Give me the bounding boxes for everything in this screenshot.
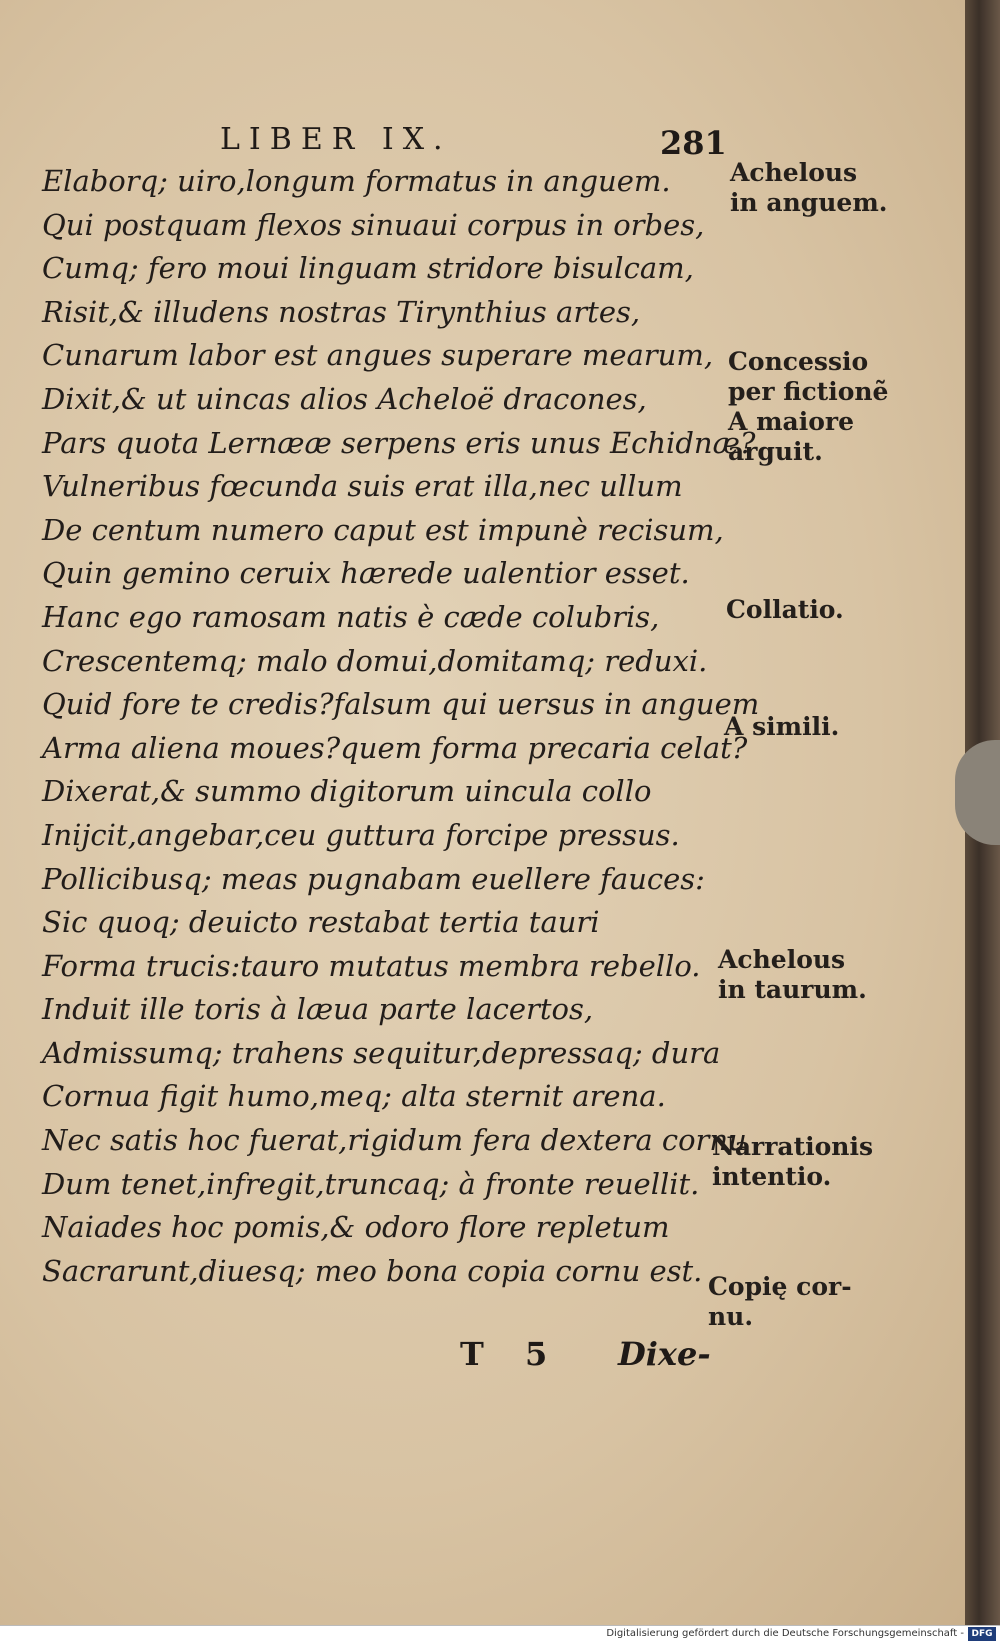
- verse-line: Induit ille toris à læua parte lacertos,: [42, 992, 594, 1027]
- margin-note-line: intentio.: [712, 1162, 832, 1191]
- verse-line: De centum numero caput est impunè recisum,: [42, 512, 724, 547]
- verse-line: Forma trucis:tauro mutatus membra rebello.: [42, 948, 701, 983]
- verse-line: Cumq; fero moui linguam stridore bisulcam,: [42, 251, 694, 286]
- verse-line: Risit,& illudens nostras Tirynthius artes,: [42, 294, 641, 329]
- running-title: LIBER IX.: [220, 122, 452, 157]
- margin-note-achelous-anguem: [730, 158, 887, 218]
- margin-note-achelous-taurum: [718, 945, 867, 1005]
- catchword: Dixe-: [618, 1335, 711, 1373]
- margin-note-line: nu.: [708, 1302, 754, 1331]
- margin-note-line: in taurum.: [718, 975, 867, 1004]
- margin-note-line: Achelous: [730, 158, 858, 187]
- page-number: 281: [660, 124, 727, 162]
- verse-line: Nec satis hoc fuerat,rigidum fera dextera cornu: [42, 1123, 747, 1158]
- margin-note-narrationis: [712, 1132, 873, 1192]
- signature-number: 5: [525, 1335, 548, 1373]
- margin-note-line: Copię cor-: [708, 1272, 852, 1301]
- margin-note-line: A simili.: [724, 712, 840, 741]
- verse-line: Vulneribus fœcunda suis erat illa,nec ullum: [42, 469, 683, 504]
- margin-note-a-simili: [724, 712, 839, 742]
- margin-note-line: Achelous: [718, 945, 846, 974]
- margin-note-concessio: [728, 347, 888, 467]
- margin-note-line: Collatio.: [726, 595, 844, 624]
- verse-block: [42, 160, 760, 1293]
- verse-line: Crescentemq; malo domui,domitamq; reduxi.: [42, 643, 708, 678]
- verse-line: Pars quota Lernææ serpens eris unus Echidnæ?: [42, 425, 756, 460]
- signature-mark: T: [460, 1335, 484, 1373]
- verse-line: Pollicibusq; meas pugnabam euellere fauces:: [42, 861, 705, 896]
- verse-line: Sic quoq; deuicto restabat tertia tauri: [42, 905, 600, 940]
- verse-line: Cornua figit humo,meq; alta sternit arena.: [42, 1079, 666, 1114]
- verse-line: Arma aliena moues?quem forma precaria celat?: [42, 730, 748, 765]
- verse-line: Elaborq; uiro,longum formatus in anguem.: [42, 164, 671, 198]
- verse-line: Hanc ego ramosam natis è cæde colubris,: [42, 599, 660, 634]
- margin-note-line: Narrationis: [712, 1132, 874, 1161]
- margin-note-line: A maiore: [728, 407, 855, 436]
- verse-line: Dum tenet,infregit,truncaq; à fronte reuellit.: [42, 1166, 700, 1201]
- margin-note-line: in anguem.: [730, 188, 888, 217]
- margin-note-line: arguit.: [728, 437, 823, 466]
- verse-line: Iniјcit,angebar,ceu guttura forcipe pressus.: [42, 817, 680, 852]
- verse-line: Cunarum labor est angues superare mearum,: [42, 338, 714, 373]
- margin-note-line: per fictionẽ: [728, 377, 889, 406]
- margin-note-line: Concessio: [728, 347, 869, 376]
- verse-line: Admissumq; trahens sequitur,depressaq; dura: [42, 1035, 721, 1070]
- verse-line: Dixit,& ut uincas alios Acheloë dracones,: [42, 381, 647, 416]
- verse-line: Sacrarunt,diuesq; meo bona copia cornu est.: [42, 1253, 703, 1288]
- verse-line: Quin gemino ceruix hærede ualentior esset.: [42, 556, 690, 591]
- dfg-logo: DFG: [968, 1627, 996, 1641]
- verse-line: Qui postquam flexos sinuaui corpus in orbes,: [42, 207, 705, 242]
- verse-line: Quid fore te credis?falsum qui uersus in anguem: [42, 687, 760, 722]
- margin-note-copie-cornu: [708, 1272, 852, 1332]
- verse-line: Naiades hoc pomis,& odoro flore repletum: [42, 1210, 670, 1245]
- verse-line: Dixerat,& summo digitorum uincula collo: [42, 774, 652, 809]
- footer-credit: Digitalisierung gefördert durch die Deutsche Forschungsgemeinschaft -: [606, 1628, 964, 1639]
- margin-note-collatio: [726, 595, 844, 625]
